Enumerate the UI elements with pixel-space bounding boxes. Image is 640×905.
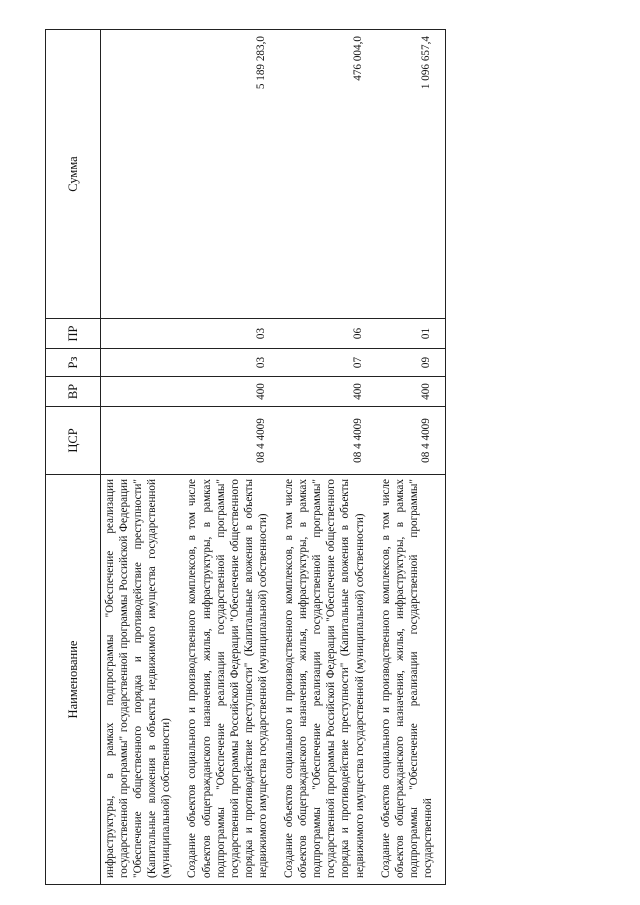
table-header-row — [46, 30, 101, 885]
header-vr: ВР — [46, 377, 101, 407]
table-row — [183, 30, 280, 885]
row-name: Создание объектов социального и производственного комплексов, в том числе объектов общегражданского назначения, жилья, инфраструктуры, в рамках подпрограммы "Обеспечение реализации государственной программы" государственной программы Российской Федерации "Обеспечение общественного порядка и противодействие преступности" (Капитальные вложения в объекты недвижимого имущества государственной (муниципальной) собственности) — [280, 475, 377, 885]
row-vr: 400 — [377, 377, 446, 407]
row-csr: 08 4 4009 — [183, 407, 280, 475]
row-pr: 03 — [183, 319, 280, 349]
table-row — [377, 30, 446, 885]
row-sum: 476 004,0 — [280, 30, 377, 319]
header-sum: Сумма — [46, 30, 101, 319]
row-name: инфраструктуры, в рамках подпрограммы "Обеспечение реализации государственной программы" государственной программы Российской Федерации "Обеспечение общественного порядка и противодействие преступности" (Капитальные вложения в объекты недвижимого имущества государственной (муниципальной) собственности) — [101, 475, 184, 885]
row-csr: 08 4 4009 — [377, 407, 446, 475]
row-vr — [101, 377, 184, 407]
row-rz: 09 — [377, 349, 446, 377]
row-vr: 400 — [183, 377, 280, 407]
row-sum — [101, 30, 184, 319]
header-pr: ПР — [46, 319, 101, 349]
header-csr: ЦСР — [46, 407, 101, 475]
row-pr: 01 — [377, 319, 446, 349]
row-name: Создание объектов социального и производственного комплексов, в том числе объектов общегражданского назначения, жилья, инфраструктуры, в рамках подпрограммы "Обеспечение реализации государственной программы" государственной программы Российской Федерации "Обеспечение общественного порядка и противодействие преступности" (Капитальные вложения в объекты недвижимого имущества государственной (муниципальной) собственности) — [183, 475, 280, 885]
row-pr: 06 — [280, 319, 377, 349]
rotated-budget-table — [45, 30, 610, 885]
header-name: Наименование — [46, 475, 101, 885]
row-vr: 400 — [280, 377, 377, 407]
row-csr: 08 4 4009 — [280, 407, 377, 475]
row-pr — [101, 319, 184, 349]
budget-table — [45, 29, 446, 885]
row-name: Создание объектов социального и производственного комплексов, в том числе объектов общегражданского назначения, жилья, инфраструктуры, в рамках подпрограммы "Обеспечение реализации государственной программы" государственной — [377, 475, 446, 885]
row-sum: 1 096 657,4 — [377, 30, 446, 319]
row-rz: 07 — [280, 349, 377, 377]
table-row — [101, 30, 184, 885]
header-rz: Рз — [46, 349, 101, 377]
row-csr — [101, 407, 184, 475]
row-rz: 03 — [183, 349, 280, 377]
table-row — [280, 30, 377, 885]
row-sum: 5 189 283,0 — [183, 30, 280, 319]
row-rz — [101, 349, 184, 377]
